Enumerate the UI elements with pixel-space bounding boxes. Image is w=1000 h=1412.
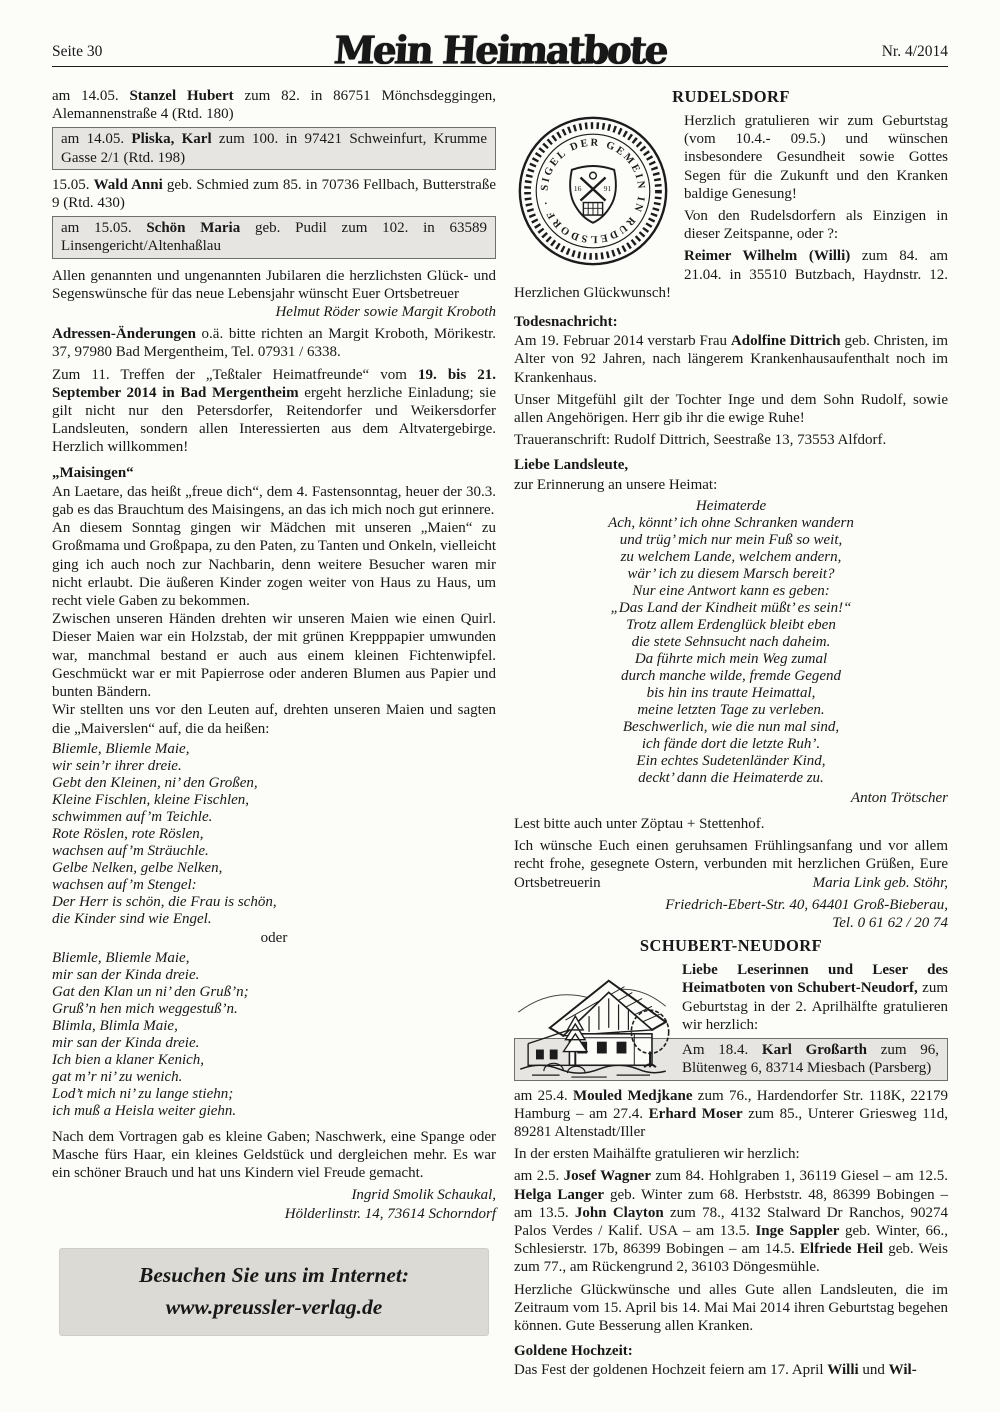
seal-year-right: 91 — [603, 184, 612, 193]
page-header — [52, 0, 948, 73]
rudelsdorf-heading: RUDELSDORF — [672, 87, 790, 106]
goldene-hochzeit-heading: Goldene Hochzeit: — [514, 1343, 633, 1360]
issue-number: Nr. 4/2014 — [881, 42, 948, 60]
schubert-neudorf-section — [514, 961, 948, 1335]
right-column — [514, 87, 948, 1384]
masthead-title: Mein Heimatbote — [332, 27, 668, 73]
jubilee-entry-wald: 15.05. Wald Anni geb. Schmied zum 85. in 70736 Fellbach, Butterstraße 9 (Rtd. 430) — [52, 176, 496, 212]
todesnachricht-paragraph-3: Traueranschrift: Rudolf Dittrich, Seestraße 13, 73553 Alfdorf. — [514, 432, 887, 449]
todesnachricht-heading: Todesnachricht: — [514, 314, 618, 331]
maisingen-paragraphs: An Laetare, das heißt „freue dich“, dem 4. Fastensonntag, heuer der 30.3. gab es das Brauchtum des Maisingens, an das ich mich noch gut erinnere. An diesem Sonntag gingen wir Mädchen mit unseren „Maien“ zu Großmama und Großpapa, zu den Paten, zu Tanten und Onkeln, vielleicht ging ich auch noch zur Nachbarin, denn weitere Besucher waren mir nicht erlaubt. Die äußeren Kinder zogen weiter von Haus zu Haus, um recht viele Gaben zu bekommen. Zwischen unseren Händen drehten wir unseren Maien wie einen Quirl. Dieser Maien war ein Holzstab, der mit grünen Krepppapier umwunden war, manchmal bestand er auch aus einem kleinen Fichtenwipfel. Geschmückt war er mit Papierrose oder anderen Blumen aus Papier und bunten Bändern. Wir stellten uns vor den Leuten auf, drehten unseren Maien und sagten die „Maiverslen“ auf, die da heißen: — [52, 483, 496, 737]
todesnachricht-paragraph-2: Unser Mitgefühl gilt der Tochter Inge und dem Sohn Rudolf, sowie allen Angehörigen. Herr gib ihr die ewige Ruhe! — [514, 391, 948, 427]
maisingen-heading: „Maisingen“ — [52, 464, 134, 481]
schubert-april-entries: am 25.4. Mouled Medjkane zum 76., Hardendorfer Str. 118K, 22179 Hamburg – am 27.4. Erhard Moser zum 85., Unterer Griesweg 11d, 89281 Altenstadt/Iller — [514, 1087, 948, 1140]
treffen-invitation-paragraph: Zum 11. Treffen der „Teßtaler Heimatfreunde“ vom 19. bis 21. September 2014 in Bad Mergentheim ergeht herzliche Einladung; sie gilt nicht nur den Petersdorfer, Reitendorfer und Weikersdorfer Landsleuten, sondern allen Interessierten aus dem Altvatergebirge. Herzlich willkommen! — [52, 366, 496, 456]
landsleute-subline: zur Erinnerung an unsere Heimat: — [514, 476, 718, 493]
jubilee-wishes-paragraph: Allen genannten und ungenannten Jubilaren die herzlichsten Glück- und Segenswünsche für das neue Lebensjahr wünscht Euer Ortsbetreuer Helmut Röder sowie Margit Kroboth — [52, 267, 496, 321]
rudelsdorf-seal-image — [514, 114, 672, 268]
jubilee-entry-box-schoen — [52, 216, 496, 258]
address-changes-paragraph: Adressen-Änderungen o.ä. bitte richten an Margit Kroboth, Mörikestr. 37, 97980 Bad Mergentheim, Tel. 07931 / 6338. — [52, 326, 496, 361]
rudelsdorf-note-paragraph: Von den Rudelsdorfern als Einzigen in dieser Zeitspanne, oder ?: — [684, 208, 948, 243]
heimaterde-lines: Ach, könnt’ ich ohne Schranken wandern und trüg’ mich nur mein Fuß so weit, zu welchem Lande, welchem andern, wär’ ich zu diesem Marsch bereit? Nur eine Antwort kann es geben: „Das Land der Kindheit müßt’ es sein!“ Trotz allem Erdenglück bleibt eben die stete Sehnsucht nach daheim. Da führte mich mein Weg zumal durch manche wilde, fremde Gegend bis hin ins traute Heimattal, meine letzten Tage zu verleben. Beschwerlich, wie die nun mal sind, ich fände dort die letzte Ruh’. Ein echtes Sudetenländer Kind, deckt’ dann die Heimaterde zu. — [608, 514, 854, 786]
schubert-neudorf-house-image — [514, 965, 672, 1081]
heimaterde-poem — [514, 498, 948, 787]
schubert-may-intro: In der ersten Maihälfte gratulieren wir herzlich: — [514, 1146, 800, 1163]
page-number: Seite 30 — [52, 42, 103, 60]
seal-year-left: 16 — [573, 184, 582, 193]
heimaterde-author-signature: Anton Trötscher — [850, 789, 948, 806]
maiverslen-poem-1: Bliemle, Bliemle Maie, wir sein’r ihrer dreie. Gebt den Kleinen, ni’ den Großen, Kleine Fischlen, kleine Fischlen, schwimmen auf’m Teichle. Rote Röslen, rote Röslen, wachsen auf’m Sträuchle. Gelbe Nelken, gelbe Nelken, wachsen auf’m Stengel: Der Herr is schön, die Frau is schön, die Kinder sind wie Engel. — [52, 740, 277, 927]
todesnachricht-paragraph-1: Am 19. Februar 2014 verstarb Frau Adolfine Dittrich geb. Christen, im Alter von 92 Jahren, nach längerem Krankenhausaufenthalt noch im Krankenhaus. — [514, 333, 948, 386]
schubert-wishes-paragraph: Herzliche Glückwünsche und alles Gute allen Landsleuten, die im Zeitraum vom 15. April bis 14. Mai Mai 2014 ihren Geburtstag begehen können. Gute Besserung allen Kranken. — [514, 1281, 948, 1334]
heimaterde-title: Heimaterde — [695, 497, 767, 514]
maiverslen-poem-2: Bliemle, Bliemle Maie, mir san der Kinda dreie. Gat den Klan un ni’ den Gruß’n; Gruß’n hen mich weggestuß’n. Blimla, Blimla Maie, mir san der Kinda dreie. Ich bien a klaner Kenich, gat m’r ni’ zu wenich. Lod’t mich ni’ zu lange stiehn; ich muß a Heisla weiter giehn. — [52, 949, 249, 1119]
internet-promo-box: Besuchen Sie uns im Internet: www.preussler-verlag.de — [60, 1249, 488, 1335]
svg-text:SIGEL DER GEMEIN IN RUDELSDORF — [540, 138, 647, 245]
schubert-neudorf-heading: SCHUBERT-NEUDORF — [639, 936, 823, 956]
rudelsdorf-birthday-entry: Reimer Wilhelm (Willi) zum 84. am 21.04. in 35510 Butzbach, Haydnstr. 12. Herzlichen Glückwunsch! — [514, 248, 948, 301]
goldene-hochzeit-paragraph: Das Fest der goldenen Hochzeit feiern am 17. April Willi und Wil- — [514, 1362, 917, 1379]
schubert-birthday-box-text: Am 18.4. Karl Großarth zum 96, Blütenweg 6, 83714 Miesbach (Parsberg) — [682, 1042, 940, 1077]
lest-note-paragraph: Lest bitte auch unter Zöptau + Stettenhof. — [514, 816, 765, 833]
maria-link-signature: Friedrich-Ebert-Str. 40, 64401 Groß-Bieberau, Tel. 0 61 62 / 20 74 — [665, 896, 948, 932]
jubilee-entry-stanzel: am 14.05. Stanzel Hubert zum 82. in 86751 Mönchsdeggingen, Alemannenstraße 4 (Rtd. 180) — [52, 88, 497, 123]
maisingen-author-signature: Ingrid Smolik Schaukal, Hölderlinstr. 14, 73614 Schorndorf — [284, 1187, 496, 1222]
seal-ring-text: SIGEL DER GEMEIN IN RUDELSDORF · — [539, 137, 647, 245]
maisingen-closing-paragraph: Nach dem Vortragen gab es kleine Gaben; Naschwerk, eine Spange oder Masche fürs Haar, ein kleines Geldstück und dergleichen mehr. Es war ein schöner Brauch und hat uns Kindern viel Freude gemacht. — [52, 1128, 496, 1182]
page-body — [0, 67, 1000, 1384]
jubilee-entry-box-pliska — [52, 127, 496, 169]
schubert-may-entries: am 2.5. Josef Wagner zum 84. Hohlgraben 1, 36119 Giesel – am 12.5. Helga Langer geb. Winter zum 68. Herbststr. 48, 86399 Bobingen – am 13.5. John Clayton zum 78., 4132 Stalward Dr Ranchos, 90274 Palos Verdes / Kalif. USA – am 13.5. Inge Sappler geb. Winter, 66., Schlesierstr. 17b, 86399 Bobingen – am 14.5. Elfriede Heil geb. Weis zum 77., am Rückengrund 2, 36103 Döngesmühle. — [514, 1168, 949, 1276]
jubilee-entry-text: am 14.05. Pliska, Karl zum 100. in 97421 Schweinfurt, Krumme Gasse 2/1 (Rtd. 198) — [61, 131, 487, 166]
left-column — [52, 87, 496, 1384]
rudelsdorf-section — [514, 112, 948, 306]
landsleute-heading: Liebe Landsleute, — [514, 457, 629, 474]
jubilee-entry-text: am 15.05. Schön Maria geb. Pudil zum 102. in 63589 Linsengericht/Altenhaßlau — [61, 220, 488, 255]
rudelsdorf-greeting-paragraph: Herzlich gratulieren wir zum Geburtstag (vom 10.4.- 09.5.) und wünschen insbesondere Gesundheit sowie Gottes Segen für die Zukunft und den Kranken baldige Genesung! — [684, 113, 948, 202]
spring-wishes-paragraph: Ich wünsche Euch einen geruhsamen Frühlingsanfang und vor allem recht frohe, gesegnete Ostern, verbunden mit herzlichen Grüßen, Eure Ortsbetreuerin Maria Link geb. Stöhr, — [514, 838, 948, 891]
oder-label: oder — [260, 929, 288, 946]
schubert-lead-paragraph: Liebe Leserinnen und Leser des Heimatboten von Schubert-Neudorf, zum Geburtstag in der 2. Aprilhälfte gratulieren wir herzlich: — [682, 962, 949, 1033]
